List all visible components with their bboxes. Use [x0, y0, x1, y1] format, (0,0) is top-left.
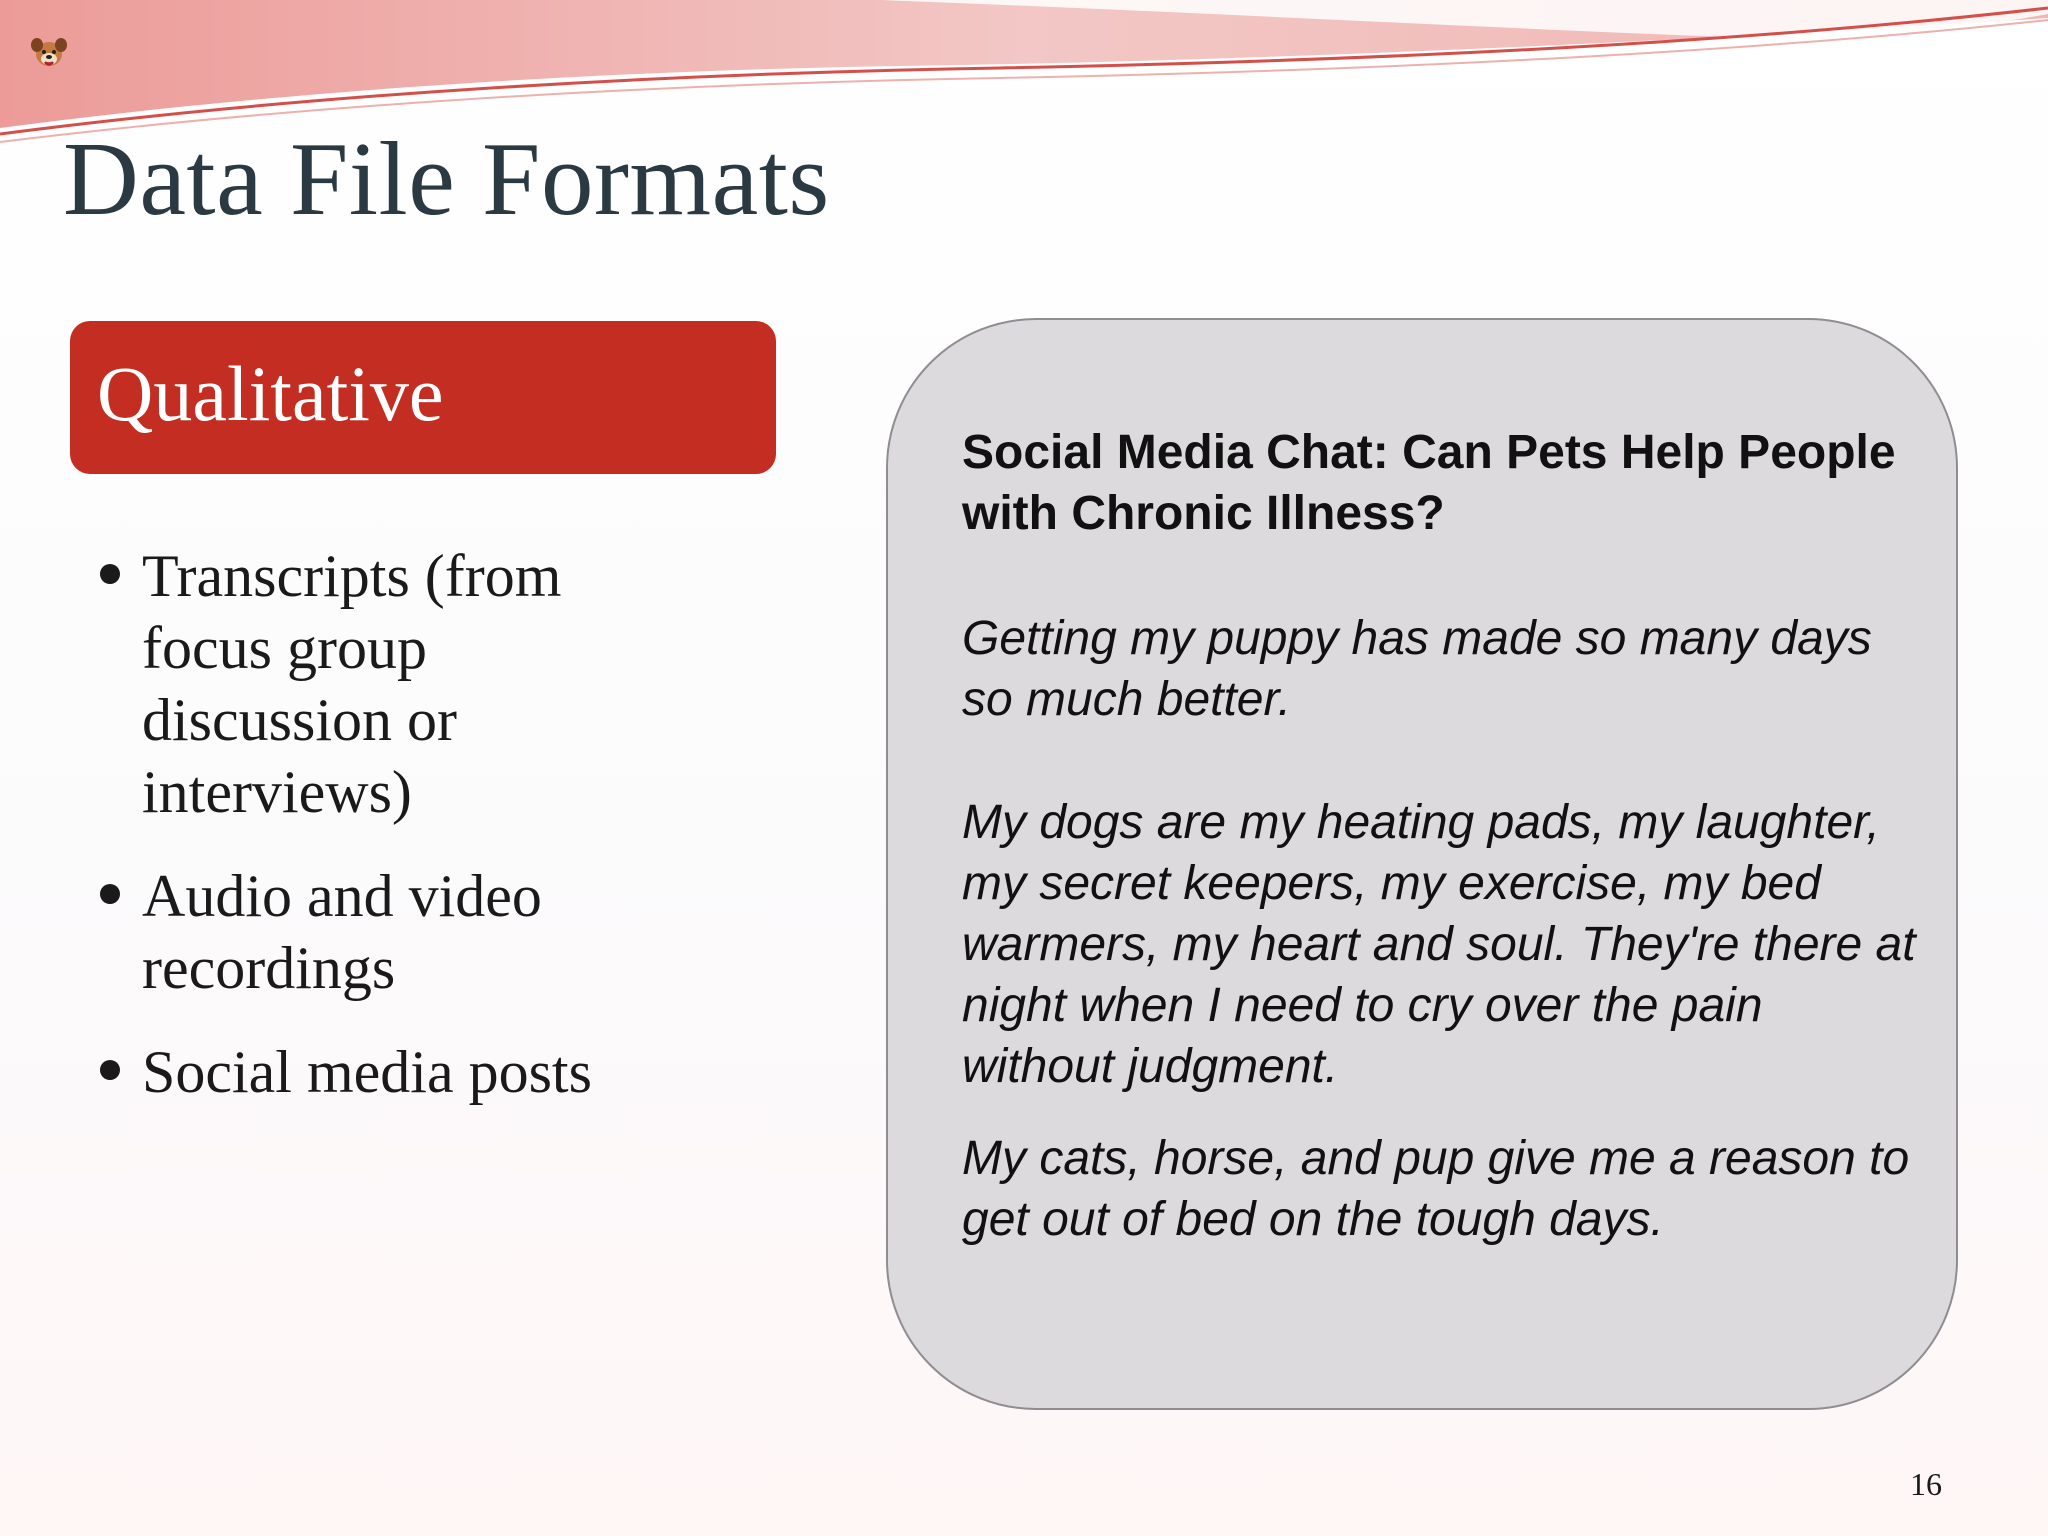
bullet-item — [98, 1036, 678, 1108]
dog-logo-icon — [30, 36, 68, 70]
bullet-list — [98, 540, 678, 1140]
bullet-dot — [100, 1060, 120, 1080]
slide-title: Data File Formats — [63, 120, 830, 237]
bullet-dot — [100, 884, 120, 904]
qualitative-label: Qualitative — [97, 350, 444, 437]
bullet-item — [98, 540, 678, 828]
social-media-example-card — [886, 318, 1958, 1410]
bullet-text: Transcripts (from focus group discussion or interviews) — [142, 543, 562, 825]
quote-text: My cats, horse, and pup give me a reason to get out of bed on the tough days. — [962, 1132, 1910, 1246]
slide-number: 16 — [1910, 1466, 1942, 1502]
bullet-item — [98, 860, 678, 1004]
quote-text: Getting my puppy has made so many days so much better. — [962, 612, 1872, 726]
bullet-text: Social media posts — [142, 1039, 592, 1105]
card-title: Social Media Chat: Can Pets Help People with Chronic Illness? — [962, 426, 1896, 540]
qualitative-header-box — [70, 321, 776, 474]
quote-text: My dogs are my heating pads, my laughter, my secret keepers, my exercise, my bed warmers, my heart and soul. They're there at night when I need to cry over the pain without judgment. — [962, 796, 1916, 1093]
bullet-dot — [100, 564, 120, 584]
bullet-text: Audio and video recordings — [142, 863, 542, 1001]
